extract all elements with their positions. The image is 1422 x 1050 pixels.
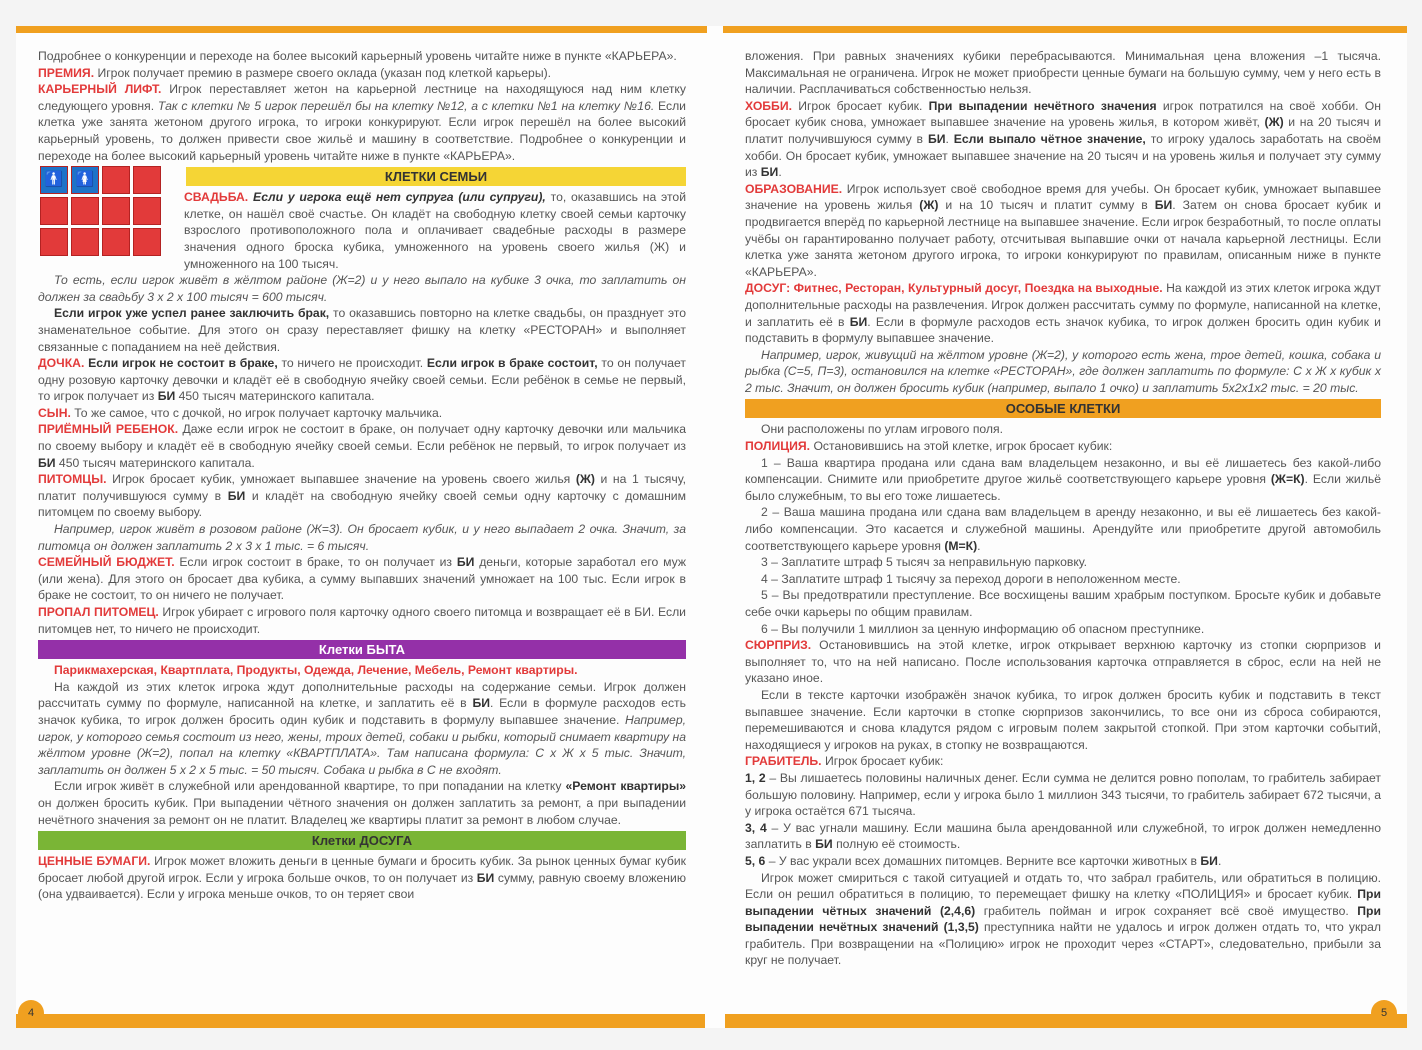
hobby-title: ХОББИ. <box>745 98 792 113</box>
family-cell <box>102 228 130 256</box>
page-number: 5 <box>1371 1000 1397 1026</box>
pets-text-3: и кладёт на свободную ячейку своей семьи одну карточку с домашним питомцем по своему выбору. <box>38 488 686 520</box>
leisure-example: Например, игрок, живущий на жёлтом уровне (Ж=2), у которого есть жена, трое детей, кошка, собака и рыбка (С=5, П=3), остановился на клетке «РЕСТОРАН», где должен заплатить по формуле: С х Ж х кубик х 2 тыс. Значит, он должен бросить кубик (например, выпало 1 очко) и заплатить 5х2х1х2 тыс. = 20 тыс. <box>745 347 1381 395</box>
surprise-paragraph <box>745 637 1381 687</box>
leisure-text-2: . Если в формуле расходов есть значок кубика, то игрок должен бросить один кубик и подставить в формулу выпавшее значение. <box>745 314 1381 346</box>
bi-label: БИ <box>849 314 868 329</box>
son-text: То же самое, что с дочкой, но игрок получает карточку мальчика. <box>70 405 443 420</box>
family-cell <box>102 197 130 225</box>
leisure-text-1: На каждой из этих клеток игрока ждут дополнительные расходы на развлечения. Игрок должен рассчитать сумму по формуле, написанной на клетке, и заплатить её в <box>745 281 1381 329</box>
securities-continued: вложения. При равных значениях кубики перебрасываются. Минимальная цена вложения –1 тысяча. Максимальная не ограничена. Игрок не может приобрести ценные бумаги на большую сумму, чем у него есть в наличии. Расплачиваться собственностью нельзя. <box>745 49 1381 97</box>
police-text: Остановившись на этой клетке, игрок бросает кубик: <box>810 439 1113 454</box>
intro-text: Подробнее о конкуренции и переходе на более высокий карьерный уровень читайте ниже в пункте «КАРЬЕРА». <box>38 49 677 63</box>
robber-ending <box>745 870 1381 970</box>
premium-title: ПРЕМИЯ. <box>38 65 95 80</box>
premium-paragraph <box>38 65 686 82</box>
robber-text: Игрок бросает кубик: <box>821 754 944 769</box>
police-item-2-text: 2 – Ваша машина продана или сдана вам владельцем в аренду незаконно, и вы её лишаетесь без какой-либо компенсации. Это касается и служебной машины. Арендуйте или приобретите другой автомобиль соответствующего карьере уровня <box>745 505 1381 553</box>
pets-title: ПИТОМЦЫ. <box>38 472 107 487</box>
family-cell <box>133 228 161 256</box>
budget-paragraph <box>38 554 686 604</box>
bottom-orange-bar <box>16 1014 705 1028</box>
family-grid-image <box>40 166 160 256</box>
hobby-paragraph <box>745 98 1381 181</box>
securities-title: ЦЕННЫЕ БУМАГИ. <box>38 854 151 869</box>
education-bold-2: БИ <box>1154 198 1173 213</box>
robber-dice-3: 5, 6 <box>745 853 766 868</box>
left-page <box>16 26 715 1028</box>
right-page <box>715 26 1407 1028</box>
lost-pet-paragraph <box>38 604 686 637</box>
robber-item-2-tail: полную её стоимость. <box>832 837 961 852</box>
rent-paragraph <box>38 778 686 828</box>
adopted-paragraph <box>38 421 686 471</box>
budget-text-2: деньги, которые заработал его муж (или жена). Для этого он бросает два кубика, а сумму выпавших значений умножает на 100 тыс. Если игрок в браке не состоит, то он ничего не получает. <box>38 555 686 603</box>
top-orange-bar <box>723 26 1407 33</box>
adopted-text-2: 450 тысяч материнского капитала. <box>55 455 255 470</box>
pets-paragraph <box>38 471 686 521</box>
family-cell <box>133 166 161 194</box>
surprise-title: СЮРПРИЗ. <box>745 638 812 653</box>
robber-end-2: грабитель пойман и игрок сохраняет всё своё имущество. <box>975 903 1358 918</box>
daughter-cond-2: Если игрок в браке состоит, <box>426 356 598 371</box>
education-paragraph <box>745 181 1381 281</box>
police-item-2-tail: . <box>977 538 981 553</box>
robber-item-2-text: – У вас угнали машину. Если машина была арендованной или служебной, то игрок должен немедленно заплатить в <box>745 820 1381 852</box>
lost-pet-title: ПРОПАЛ ПИТОМЕЦ. <box>38 605 159 619</box>
son-paragraph <box>38 405 686 422</box>
daughter-text-1: то ничего не происходит. <box>277 356 427 371</box>
hobby-text-6: . <box>778 165 782 180</box>
family-band: КЛЕТКИ СЕМЬИ <box>186 167 686 186</box>
family-cell <box>71 228 99 256</box>
family-cell <box>40 228 68 256</box>
police-item-2 <box>745 504 1381 554</box>
leisure-band: Клетки ДОСУГА <box>38 831 686 850</box>
robber-paragraph <box>745 753 1381 770</box>
police-item-1 <box>745 455 1381 505</box>
zh-label: (Ж) <box>575 472 595 487</box>
hobby-text-4: . <box>945 131 954 146</box>
bi-label: БИ <box>472 696 490 711</box>
rent-text: Если игрок живёт в служебной или арендованной квартире, то при попадании на клетку <box>54 779 566 794</box>
lost-pet-text: Игрок убирает с игрового поля карточку одного своего питомца и возвращает её в БИ. Если питомцев нет, то ничего не происходит. <box>38 605 686 636</box>
leisure-paragraph <box>745 280 1381 346</box>
person-icon: 🚺 <box>71 166 99 194</box>
daughter-title: ДОЧКА. <box>38 356 85 371</box>
education-text-3: . Затем он снова бросает кубик и продвигается вперёд по карьерной лестнице на выпавшее значение. Если игрок безработный, то после оплаты учёбы он гарантированно получает работу, отсчитывая выпавшие очки от начала карьерной лестницы. Если клетка уже занята жетоном другого игрока, то игроки конкурируют по правилам, описанным ниже в пункте «КАРЬЕРА». <box>745 198 1381 279</box>
wedding-text: то, оказавшись на этой клетке, он нашёл своё счастье. Он кладёт на свободную клетку своей семьи карточку взрослого противоположного пола и оплачивает свадебные расходы в размере значения одного броска кубика, умноженного на уровень своего жилья (Ж) и умноженного на 100 тысяч. <box>184 190 686 271</box>
adopted-text: Даже если игрок не состоит в браке, он получает одну карточку девочки или мальчика по своему выбору и кладёт её в свободную ячейку своей семьи. Если ребёнок не первый, то игрок получает из <box>38 422 686 454</box>
bi-label: БИ <box>815 837 833 852</box>
robber-dice-1: 1, 2 <box>745 770 766 785</box>
daughter-paragraph <box>38 355 686 405</box>
life-band: Клетки БЫТА <box>38 640 686 659</box>
son-title: СЫН. <box>38 405 71 420</box>
robber-odd: При выпадении нечётных значений (1,3,5) <box>745 903 1381 935</box>
bi-label: БИ <box>456 555 475 570</box>
bi-label: БИ <box>38 455 56 470</box>
page-number: 4 <box>18 1000 44 1026</box>
police-item-2-bold: (М=К) <box>944 538 978 553</box>
police-item-1-text: 1 – Ваша квартира продана или сдана вам владельцем незаконно, и вы её лишаетесь без какой-либо компенсации. Снимите или приобретите другое жильё соответствующего карьере уровня <box>745 455 1381 487</box>
hobby-bold-1: При выпадении нечётного значения <box>928 98 1157 113</box>
police-title: ПОЛИЦИЯ. <box>745 439 811 454</box>
daughter-cond-1: Если игрок не состоит в браке, <box>84 356 278 371</box>
robber-end-1: Игрок может смириться с такой ситуацией и отдать то, что забрал грабитель, или обратиться в полицию. Если он решил обратиться в полицию, то перемещает фишку на клетку «ПОЛИЦИЯ» и бросает кубик. <box>745 870 1381 902</box>
bi-label: БИ <box>227 488 246 503</box>
hobby-text-5: то игроку удалось заработать на своём хобби. Он бросает кубик, умножает выпавшее значение на 20 тысяч и на уровень жилья и получает эту сумму из <box>745 131 1381 180</box>
married-paragraph <box>38 305 686 355</box>
life-example: Например, игрок, у которого семья состоит из него, жены, троих детей, собаки и рыбки, который снимает квартиру на жёлтом уровне (Ж=2), попал на клетку «КВАРТПЛАТА». Там написана формула: С х Ж х 5 тыс. Значит, заплатить он должен 5 х 2 х 5 тыс. = 50 тысяч. Собака и рыбка в С не входят. <box>38 712 686 777</box>
police-item-6: 6 – Вы получили 1 миллион за ценную информацию об опасном преступнике. <box>761 621 1205 636</box>
pets-example: Например, игрок живёт в розовом районе (Ж=3). Он бросает кубик, и у него выпадает 2 очка. Значит, за питомца он должен заплатить 2 х 3 х 1 тыс. = 6 тысяч. <box>38 522 686 553</box>
special-band: ОСОБЫЕ КЛЕТКИ <box>745 399 1381 418</box>
career-lift-title: КАРЬЕРНЫЙ ЛИФТ. <box>38 82 162 97</box>
bi-label: БИ <box>476 870 495 885</box>
family-cell <box>71 197 99 225</box>
wedding-condition: Если у игрока ещё нет супруга (или супруги), <box>248 190 546 205</box>
right-column <box>745 48 1381 969</box>
hobby-text-2: игрок потратился на своё хобби. Он бросает кубик снова, умножает выпавшее значение на уровень жилья, в котором живёт, <box>745 98 1381 130</box>
police-item-1-bold: (Ж=К) <box>1270 472 1305 487</box>
married-condition: Если игрок уже успел ранее заключить брак, <box>54 306 330 321</box>
robber-even: При выпадении чётных значений (2,4,6) <box>745 887 1381 918</box>
left-column <box>38 48 686 903</box>
hobby-bold-3: БИ <box>927 131 946 146</box>
career-lift-example: Так с клетки № 5 игрок перешёл бы на клетку №12, а с клетки №1 на клетку №16. <box>157 98 655 113</box>
bottom-orange-bar <box>725 1014 1407 1028</box>
police-item-5: 5 – Вы предотвратили преступление. Все восхищены вашим храбрым поступком. Бросьте кубик и добавьте себе очки карьеры по общим правилам. <box>745 588 1381 619</box>
police-item-1-tail: . Если жильё было служебным, то вы его тоже лишаетесь. <box>745 472 1381 503</box>
top-orange-bar <box>16 26 707 33</box>
securities-text-2: сумму, равную своему вложению (она удваивается). Если у игрока меньше очков, то он теряет свои <box>38 870 686 902</box>
education-text-1: Игрок использует своё свободное время для учебы. Он бросает кубик, умножает выпавшее значение на уровень жилья <box>745 181 1381 213</box>
robber-item-3-tail: . <box>1217 853 1222 868</box>
rent-text-2: он должен бросить кубик. При выпадении чётного значения он должен заплатить за ремонт, а при выпадении нечётного значения за ремонт он не платит. Владелец же квартиры платит за ремонт в любом случае. <box>38 795 686 827</box>
police-item-4: 4 – Заплатите штраф 1 тысячу за переход дороги в неположенном месте. <box>761 571 1181 586</box>
education-title: ОБРАЗОВАНИЕ. <box>745 181 843 196</box>
family-cell <box>102 166 130 194</box>
bi-label: БИ <box>157 389 176 404</box>
married-text: то оказавшись повторно на клетке свадьбы, он празднует это знаменательное событие. Для этого он сразу переставляет фишку на клетку «РЕСТОРАН» и выполняет связанные с попаданием на неё действия. <box>38 306 686 354</box>
securities-text: Игрок может вложить деньги в ценные бумаги и бросить кубик. За рынок ценных бумаг кубик бросает любой другой игрок. Если у игрока больше очков, то он получает из <box>38 854 686 885</box>
daughter-text-3: 450 тысяч материнского капитала. <box>175 389 375 404</box>
robber-dice-2: 3, 4 <box>745 820 767 835</box>
hobby-text-3: и на 20 тысяч и платит получившуюся сумму в <box>745 115 1381 146</box>
education-text-2: и на 10 тысяч и платит сумму в <box>938 198 1155 213</box>
budget-title: СЕМЕЙНЫЙ БЮДЖЕТ. <box>38 555 175 570</box>
premium-text: Игрок получает премию в размере своего оклада (указан под клеткой карьеры). <box>94 65 552 80</box>
bi-label: БИ <box>1200 853 1218 868</box>
family-cell <box>133 197 161 225</box>
life-text-2: . Если в формуле расходов есть значок кубика, то игрок должен бросить один кубик и подставить в формулу выпавшее значение. <box>38 696 686 727</box>
daughter-text-2: то он получает одну розовую карточку девочки и кладёт её в свободную ячейку своей семьи. Если ребёнок в семье не первый, то игрок получает из <box>38 356 687 404</box>
life-list: Парикмахерская, Квартплата, Продукты, Одежда, Лечение, Мебель, Ремонт квартиры. <box>54 663 578 678</box>
pets-text: Игрок бросает кубик, умножает выпавшее значение на уровень своего жилья <box>106 472 576 487</box>
robber-item-1-text: – Вы лишаетесь половины наличных денег. Если сумма не делится ровно пополам, то грабитель забирает большую половину. Например, если у игрока было 1 миллион 343 тысячи, то грабитель забирает 672 тысячи, а у игрока остаётся 671 тысяча. <box>745 770 1381 819</box>
surprise-text: Остановившись на этой клетке, игрок открывает верхнюю карточку из стопки сюрпризов и выполняет то, что на ней написано. После использования карточка отправляется в сброс, если на ней не указано иное. <box>745 638 1381 686</box>
hobby-bold-5: БИ <box>760 165 779 180</box>
hobby-bold-2: (Ж) <box>1264 115 1284 130</box>
education-bold-1: (Ж) <box>919 198 939 213</box>
life-text: На каждой из этих клеток игрока ждут дополнительные расходы на содержание семьи. Игрок должен рассчитать сумму по формуле, написанной на клетке, и заплатить её в <box>38 679 686 711</box>
wedding-example: То есть, если игрок живёт в жёлтом районе (Ж=2) и у него выпало на кубике 3 очка, то заплатить он должен за свадьбу 3 х 2 х 100 тысяч = 600 тысяч. <box>38 273 686 304</box>
police-item-3: 3 – Заплатите штраф 5 тысяч за неправильную парковку. <box>761 555 1088 570</box>
adopted-title: ПРИЁМНЫЙ РЕБЕНОК. <box>38 422 179 437</box>
family-cell <box>40 197 68 225</box>
pets-text-2: и на 1 тысячу, платит получившуюся сумму в <box>38 472 686 503</box>
career-lift-text: Игрок переставляет жетон на карьерной лестнице на находящуюся над ним клетку следующего уровня. <box>38 82 686 113</box>
robber-title: ГРАБИТЕЛЬ. <box>745 754 822 769</box>
budget-text: Если игрок состоит в браке, то он получает из <box>174 555 457 570</box>
securities-paragraph <box>38 853 686 903</box>
police-paragraph <box>745 438 1381 455</box>
wedding-title: СВАДЬБА. <box>184 190 249 205</box>
surprise-paragraph-2: Если в тексте карточки изображён значок кубика, то игрок должен бросить кубик и подставить в текст выпавшее значение. Если карточки в стопке сюрпризов закончились, то все они из сброса собираются, перемешиваются и снова кладутся рядом с игровым полем закрытой стопкой. При этом карточки событий, находящиеся у игроков на руках, в стопку не возвращаются. <box>745 687 1381 752</box>
career-lift-text-2: Если клетка уже занята жетоном другого игрока, то игроки конкурируют. Если игрок перешёл на более высокий карьерный уровень, то должен привести свое жильё и машину в соответствие. Подробнее о конкуренции и переходе на более высокий карьерный уровень читайте ниже в пункте «КАРЬЕРА». <box>38 98 686 163</box>
hobby-bold-4: Если выпало чётное значение, <box>953 131 1146 146</box>
career-lift-paragraph <box>38 81 686 164</box>
rent-cell-name: «Ремонт квартиры» <box>565 779 686 794</box>
person-icon: 🚹 <box>40 166 68 194</box>
corners-text: Они расположены по углам игрового поля. <box>761 422 1004 437</box>
robber-item-3 <box>745 853 1381 870</box>
hobby-text-1: Игрок бросает кубик. <box>791 98 929 113</box>
robber-item-2 <box>745 820 1381 853</box>
robber-item-1 <box>745 770 1381 820</box>
leisure-title: ДОСУГ: Фитнес, Ресторан, Культурный досуг, Поездка на выходные. <box>745 281 1163 296</box>
robber-item-3-text: – У вас украли всех домашних питомцев. Верните все карточки животных в <box>765 853 1201 868</box>
life-paragraph <box>38 679 686 779</box>
robber-end-3: преступника найти не удалось и игрок должен отдать то, что украл грабитель. При возвращении на «Полицию» игрок не проходит через «СТАРТ», следовательно, прибыли за круг не получает. <box>745 920 1381 968</box>
